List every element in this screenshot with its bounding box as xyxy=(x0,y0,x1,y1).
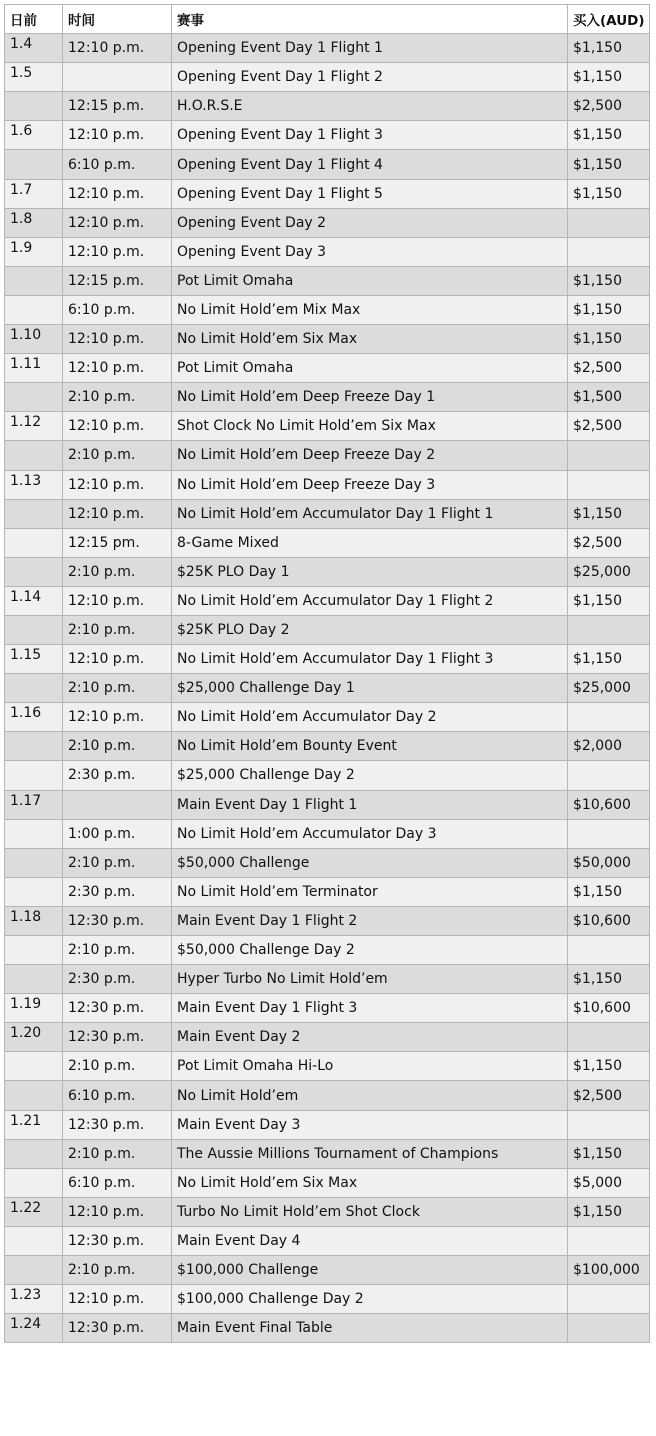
cell-date xyxy=(5,557,63,586)
cell-event: Main Event Day 4 xyxy=(172,1226,568,1255)
table-row xyxy=(5,208,650,237)
cell-time: 12:15 p.m. xyxy=(63,266,172,295)
schedule-table xyxy=(4,4,650,1343)
cell-event: Opening Event Day 1 Flight 3 xyxy=(172,121,568,150)
cell-time: 2:10 p.m. xyxy=(63,674,172,703)
cell-time: 12:10 p.m. xyxy=(63,586,172,615)
cell-buyin: $2,500 xyxy=(568,528,650,557)
cell-buyin xyxy=(568,615,650,644)
cell-date xyxy=(5,819,63,848)
cell-buyin: $1,150 xyxy=(568,179,650,208)
cell-event: No Limit Hold’em Six Max xyxy=(172,1168,568,1197)
cell-event: No Limit Hold’em Mix Max xyxy=(172,295,568,324)
table-row xyxy=(5,615,650,644)
cell-buyin: $1,150 xyxy=(568,325,650,354)
cell-date: 1.8 xyxy=(5,208,63,237)
cell-event: 8-Game Mixed xyxy=(172,528,568,557)
cell-event: Main Event Day 1 Flight 3 xyxy=(172,994,568,1023)
cell-buyin: $1,150 xyxy=(568,1197,650,1226)
cell-buyin: $2,500 xyxy=(568,412,650,441)
cell-event: The Aussie Millions Tournament of Champions xyxy=(172,1139,568,1168)
cell-event: $50,000 Challenge Day 2 xyxy=(172,936,568,965)
cell-time: 2:10 p.m. xyxy=(63,1139,172,1168)
cell-time: 2:10 p.m. xyxy=(63,615,172,644)
table-row xyxy=(5,586,650,615)
cell-event: Main Event Day 1 Flight 1 xyxy=(172,790,568,819)
header-event: 赛事 xyxy=(172,5,568,34)
cell-date xyxy=(5,1052,63,1081)
cell-time: 12:10 p.m. xyxy=(63,645,172,674)
cell-date: 1.11 xyxy=(5,354,63,383)
cell-buyin: $1,150 xyxy=(568,965,650,994)
cell-date xyxy=(5,965,63,994)
cell-date: 1.10 xyxy=(5,325,63,354)
cell-date xyxy=(5,615,63,644)
cell-date: 1.18 xyxy=(5,906,63,935)
cell-buyin: $1,150 xyxy=(568,63,650,92)
cell-time: 12:10 p.m. xyxy=(63,179,172,208)
cell-buyin: $1,150 xyxy=(568,586,650,615)
cell-buyin: $1,150 xyxy=(568,150,650,179)
cell-date xyxy=(5,266,63,295)
cell-buyin: $10,600 xyxy=(568,994,650,1023)
cell-time: 2:10 p.m. xyxy=(63,936,172,965)
cell-event: Pot Limit Omaha xyxy=(172,354,568,383)
cell-buyin xyxy=(568,470,650,499)
cell-date: 1.20 xyxy=(5,1023,63,1052)
cell-date xyxy=(5,674,63,703)
cell-event: No Limit Hold’em Accumulator Day 1 Flight 1 xyxy=(172,499,568,528)
cell-event: H.O.R.S.E xyxy=(172,92,568,121)
cell-time: 12:10 p.m. xyxy=(63,237,172,266)
table-row xyxy=(5,877,650,906)
cell-buyin xyxy=(568,1110,650,1139)
cell-buyin: $1,500 xyxy=(568,383,650,412)
cell-buyin: $25,000 xyxy=(568,557,650,586)
table-row xyxy=(5,906,650,935)
table-row xyxy=(5,266,650,295)
cell-date: 1.12 xyxy=(5,412,63,441)
cell-event: Main Event Day 3 xyxy=(172,1110,568,1139)
cell-date xyxy=(5,295,63,324)
cell-event: $50,000 Challenge xyxy=(172,848,568,877)
cell-event: $100,000 Challenge Day 2 xyxy=(172,1285,568,1314)
cell-date xyxy=(5,92,63,121)
table-row xyxy=(5,1256,650,1285)
cell-time: 12:10 p.m. xyxy=(63,703,172,732)
cell-date: 1.22 xyxy=(5,1197,63,1226)
cell-buyin: $25,000 xyxy=(568,674,650,703)
cell-time: 6:10 p.m. xyxy=(63,295,172,324)
cell-event: No Limit Hold’em Terminator xyxy=(172,877,568,906)
header-row xyxy=(5,5,650,34)
cell-event: Opening Event Day 1 Flight 2 xyxy=(172,63,568,92)
table-row xyxy=(5,528,650,557)
table-row xyxy=(5,1285,650,1314)
cell-event: Opening Event Day 1 Flight 4 xyxy=(172,150,568,179)
cell-buyin: $2,000 xyxy=(568,732,650,761)
cell-event: Opening Event Day 1 Flight 1 xyxy=(172,34,568,63)
cell-date xyxy=(5,528,63,557)
cell-time: 6:10 p.m. xyxy=(63,1168,172,1197)
table-row xyxy=(5,732,650,761)
cell-date xyxy=(5,732,63,761)
table-row xyxy=(5,325,650,354)
cell-time: 12:10 p.m. xyxy=(63,499,172,528)
table-row xyxy=(5,1139,650,1168)
table-row xyxy=(5,1226,650,1255)
table-row xyxy=(5,179,650,208)
cell-event: No Limit Hold’em Accumulator Day 1 Flight 2 xyxy=(172,586,568,615)
cell-date: 1.6 xyxy=(5,121,63,150)
cell-event: Turbo No Limit Hold’em Shot Clock xyxy=(172,1197,568,1226)
cell-time: 2:30 p.m. xyxy=(63,877,172,906)
cell-date: 1.24 xyxy=(5,1314,63,1343)
schedule-body xyxy=(5,34,650,1343)
cell-event: No Limit Hold’em Accumulator Day 1 Flight 3 xyxy=(172,645,568,674)
cell-event: Opening Event Day 1 Flight 5 xyxy=(172,179,568,208)
cell-date: 1.21 xyxy=(5,1110,63,1139)
cell-event: No Limit Hold’em Six Max xyxy=(172,325,568,354)
header-time: 时间 xyxy=(63,5,172,34)
cell-event: $25,000 Challenge Day 2 xyxy=(172,761,568,790)
cell-buyin: $1,150 xyxy=(568,645,650,674)
table-row xyxy=(5,295,650,324)
table-row xyxy=(5,121,650,150)
cell-time: 2:10 p.m. xyxy=(63,848,172,877)
table-row xyxy=(5,1314,650,1343)
table-row xyxy=(5,237,650,266)
cell-buyin: $10,600 xyxy=(568,906,650,935)
cell-time: 12:30 p.m. xyxy=(63,1226,172,1255)
table-row xyxy=(5,761,650,790)
cell-buyin: $1,150 xyxy=(568,266,650,295)
cell-date xyxy=(5,1081,63,1110)
table-row xyxy=(5,441,650,470)
cell-buyin xyxy=(568,819,650,848)
cell-buyin: $5,000 xyxy=(568,1168,650,1197)
cell-time: 2:10 p.m. xyxy=(63,1256,172,1285)
cell-date xyxy=(5,761,63,790)
cell-buyin xyxy=(568,761,650,790)
cell-buyin: $1,150 xyxy=(568,499,650,528)
cell-buyin: $1,150 xyxy=(568,121,650,150)
table-row xyxy=(5,848,650,877)
cell-date xyxy=(5,1168,63,1197)
cell-time: 1:00 p.m. xyxy=(63,819,172,848)
cell-time: 2:30 p.m. xyxy=(63,965,172,994)
header-buyin: 买入(AUD) xyxy=(568,5,650,34)
table-row xyxy=(5,150,650,179)
cell-event: Main Event Final Table xyxy=(172,1314,568,1343)
cell-buyin xyxy=(568,1314,650,1343)
cell-time: 12:15 pm. xyxy=(63,528,172,557)
table-row xyxy=(5,674,650,703)
cell-date xyxy=(5,877,63,906)
cell-time: 12:10 p.m. xyxy=(63,412,172,441)
cell-time: 12:30 p.m. xyxy=(63,906,172,935)
table-row xyxy=(5,819,650,848)
cell-date: 1.9 xyxy=(5,237,63,266)
cell-event: Opening Event Day 3 xyxy=(172,237,568,266)
cell-time: 12:10 p.m. xyxy=(63,1197,172,1226)
cell-time: 6:10 p.m. xyxy=(63,150,172,179)
cell-buyin: $1,150 xyxy=(568,1052,650,1081)
table-row xyxy=(5,936,650,965)
cell-time: 2:30 p.m. xyxy=(63,761,172,790)
cell-date xyxy=(5,1256,63,1285)
cell-buyin: $50,000 xyxy=(568,848,650,877)
cell-event: $100,000 Challenge xyxy=(172,1256,568,1285)
cell-date: 1.5 xyxy=(5,63,63,92)
cell-time: 12:10 p.m. xyxy=(63,325,172,354)
cell-time: 12:30 p.m. xyxy=(63,1110,172,1139)
cell-buyin: $100,000 xyxy=(568,1256,650,1285)
table-row xyxy=(5,383,650,412)
cell-event: $25,000 Challenge Day 1 xyxy=(172,674,568,703)
cell-time: 12:10 p.m. xyxy=(63,354,172,383)
cell-event: Pot Limit Omaha xyxy=(172,266,568,295)
cell-event: Pot Limit Omaha Hi-Lo xyxy=(172,1052,568,1081)
cell-event: Opening Event Day 2 xyxy=(172,208,568,237)
cell-date xyxy=(5,150,63,179)
cell-event: No Limit Hold’em xyxy=(172,1081,568,1110)
cell-date: 1.7 xyxy=(5,179,63,208)
table-row xyxy=(5,1168,650,1197)
cell-event: Hyper Turbo No Limit Hold’em xyxy=(172,965,568,994)
cell-time: 2:10 p.m. xyxy=(63,441,172,470)
cell-date: 1.23 xyxy=(5,1285,63,1314)
cell-buyin: $1,150 xyxy=(568,877,650,906)
cell-time xyxy=(63,790,172,819)
table-row xyxy=(5,499,650,528)
cell-date: 1.15 xyxy=(5,645,63,674)
cell-date: 1.13 xyxy=(5,470,63,499)
cell-time: 12:30 p.m. xyxy=(63,1314,172,1343)
cell-date: 1.4 xyxy=(5,34,63,63)
cell-time: 12:30 p.m. xyxy=(63,1023,172,1052)
table-row xyxy=(5,1023,650,1052)
cell-time xyxy=(63,63,172,92)
table-row xyxy=(5,92,650,121)
table-row xyxy=(5,1052,650,1081)
table-row xyxy=(5,354,650,383)
table-row xyxy=(5,557,650,586)
cell-event: Main Event Day 2 xyxy=(172,1023,568,1052)
cell-buyin: $1,150 xyxy=(568,1139,650,1168)
cell-buyin: $1,150 xyxy=(568,34,650,63)
cell-buyin: $1,150 xyxy=(568,295,650,324)
cell-date: 1.16 xyxy=(5,703,63,732)
cell-buyin: $2,500 xyxy=(568,92,650,121)
table-row xyxy=(5,470,650,499)
cell-event: No Limit Hold’em Deep Freeze Day 1 xyxy=(172,383,568,412)
cell-date xyxy=(5,936,63,965)
cell-buyin xyxy=(568,703,650,732)
table-row xyxy=(5,994,650,1023)
table-row xyxy=(5,63,650,92)
cell-time: 12:15 p.m. xyxy=(63,92,172,121)
cell-date: 1.19 xyxy=(5,994,63,1023)
cell-event: No Limit Hold’em Accumulator Day 3 xyxy=(172,819,568,848)
cell-event: No Limit Hold’em Bounty Event xyxy=(172,732,568,761)
cell-time: 12:10 p.m. xyxy=(63,470,172,499)
cell-event: No Limit Hold’em Accumulator Day 2 xyxy=(172,703,568,732)
cell-buyin xyxy=(568,441,650,470)
cell-buyin: $2,500 xyxy=(568,1081,650,1110)
cell-date xyxy=(5,441,63,470)
cell-time: 2:10 p.m. xyxy=(63,557,172,586)
cell-date xyxy=(5,383,63,412)
cell-event: $25K PLO Day 2 xyxy=(172,615,568,644)
cell-buyin xyxy=(568,936,650,965)
cell-time: 12:30 p.m. xyxy=(63,994,172,1023)
cell-time: 2:10 p.m. xyxy=(63,732,172,761)
cell-event: Shot Clock No Limit Hold’em Six Max xyxy=(172,412,568,441)
cell-buyin: $10,600 xyxy=(568,790,650,819)
cell-date: 1.14 xyxy=(5,586,63,615)
cell-event: $25K PLO Day 1 xyxy=(172,557,568,586)
table-row xyxy=(5,1197,650,1226)
table-row xyxy=(5,1081,650,1110)
cell-date: 1.17 xyxy=(5,790,63,819)
table-row xyxy=(5,412,650,441)
cell-date xyxy=(5,499,63,528)
cell-time: 2:10 p.m. xyxy=(63,1052,172,1081)
cell-buyin xyxy=(568,237,650,266)
cell-buyin xyxy=(568,1285,650,1314)
cell-time: 12:10 p.m. xyxy=(63,208,172,237)
cell-buyin xyxy=(568,1023,650,1052)
table-row xyxy=(5,645,650,674)
table-row xyxy=(5,34,650,63)
cell-buyin: $2,500 xyxy=(568,354,650,383)
table-row xyxy=(5,790,650,819)
cell-time: 12:10 p.m. xyxy=(63,1285,172,1314)
cell-time: 2:10 p.m. xyxy=(63,383,172,412)
cell-event: No Limit Hold’em Deep Freeze Day 2 xyxy=(172,441,568,470)
table-row xyxy=(5,965,650,994)
cell-time: 6:10 p.m. xyxy=(63,1081,172,1110)
cell-buyin xyxy=(568,208,650,237)
cell-date xyxy=(5,1226,63,1255)
cell-buyin xyxy=(568,1226,650,1255)
cell-time: 12:10 p.m. xyxy=(63,121,172,150)
cell-date xyxy=(5,1139,63,1168)
table-row xyxy=(5,703,650,732)
cell-event: No Limit Hold’em Deep Freeze Day 3 xyxy=(172,470,568,499)
cell-event: Main Event Day 1 Flight 2 xyxy=(172,906,568,935)
header-date: 日前 xyxy=(5,5,63,34)
cell-time: 12:10 p.m. xyxy=(63,34,172,63)
cell-date xyxy=(5,848,63,877)
table-row xyxy=(5,1110,650,1139)
